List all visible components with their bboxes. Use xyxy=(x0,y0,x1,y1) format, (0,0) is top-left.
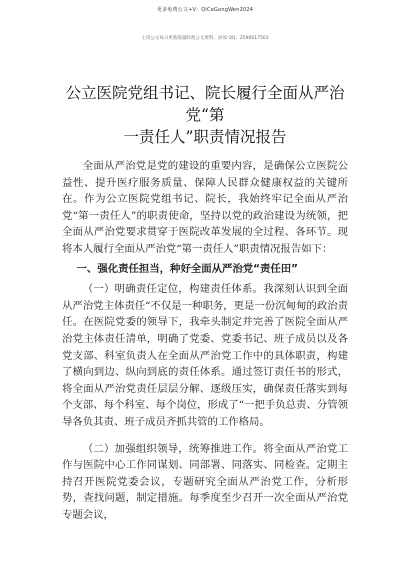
section-heading-1: 一、强化责任担当，种好全面从严治党“责任田” xyxy=(76,262,299,275)
document-body xyxy=(62,158,348,523)
title-line-2: 一责任人”职责情况报告 xyxy=(123,128,287,146)
header-subtitle: 七哥公文每日更新海量时政公文资料，添加 QQ：2590017503 xyxy=(141,36,269,41)
paragraph-1: （一）明确责任定位，构建责任体系。我深刻认识到全面从严治党主体责任“不仅是一种职务，更是一份沉甸甸的政治责任。在医院党委的领导下，我牵头制定并完善了医院全面从严治党主体责任清单，明确了党委、党委书记、班子成员以及各党支部、科室负责人在全面从严治党工作中的具体职责，构建了横向到边、纵向到底的责任体系。通过签订责任书的形式，将全面从严治党责任层层分解、逐级压实，确保责任落实到每个支部、每个科室、每个岗位，形成了“一把手负总责、分管领导各负其责、班子成员齐抓共管的工作格局。 xyxy=(62,283,348,428)
title-line-1: 公立医院党组书记、院长履行全面从严治党“第 xyxy=(65,84,345,124)
paragraph-2: （二）加强组织领导，统筹推进工作。将全面从严治党工作与医院中心工作同谋划、同部署、同落实、同检查。定期主持召开医院党委会议，专题研究全面从严治党工作，分析形势，查找问题，制定措施。每季度至少召开一次全面从严治党专题会议， xyxy=(62,442,348,521)
document-title xyxy=(62,82,348,148)
intro-paragraph: 全面从严治党是党的建设的重要内容，是确保公立医院公益性、提升医疗服务质量、保障人民群众健康权益的关键所在。作为公立医院党组书记、院长，我始终牢记全面从严治党“第一责任人”的职责使命，坚持以党的政治建设为统领，把全面从严治党要求贯穿于医院改革发展的全过程、各环节。现将本人履行全面从严治党“第一责任人”职责情况报告如下： xyxy=(62,160,348,255)
header-watermark: 更多免费公文+V：QiCeGongWen2024 xyxy=(156,7,254,13)
